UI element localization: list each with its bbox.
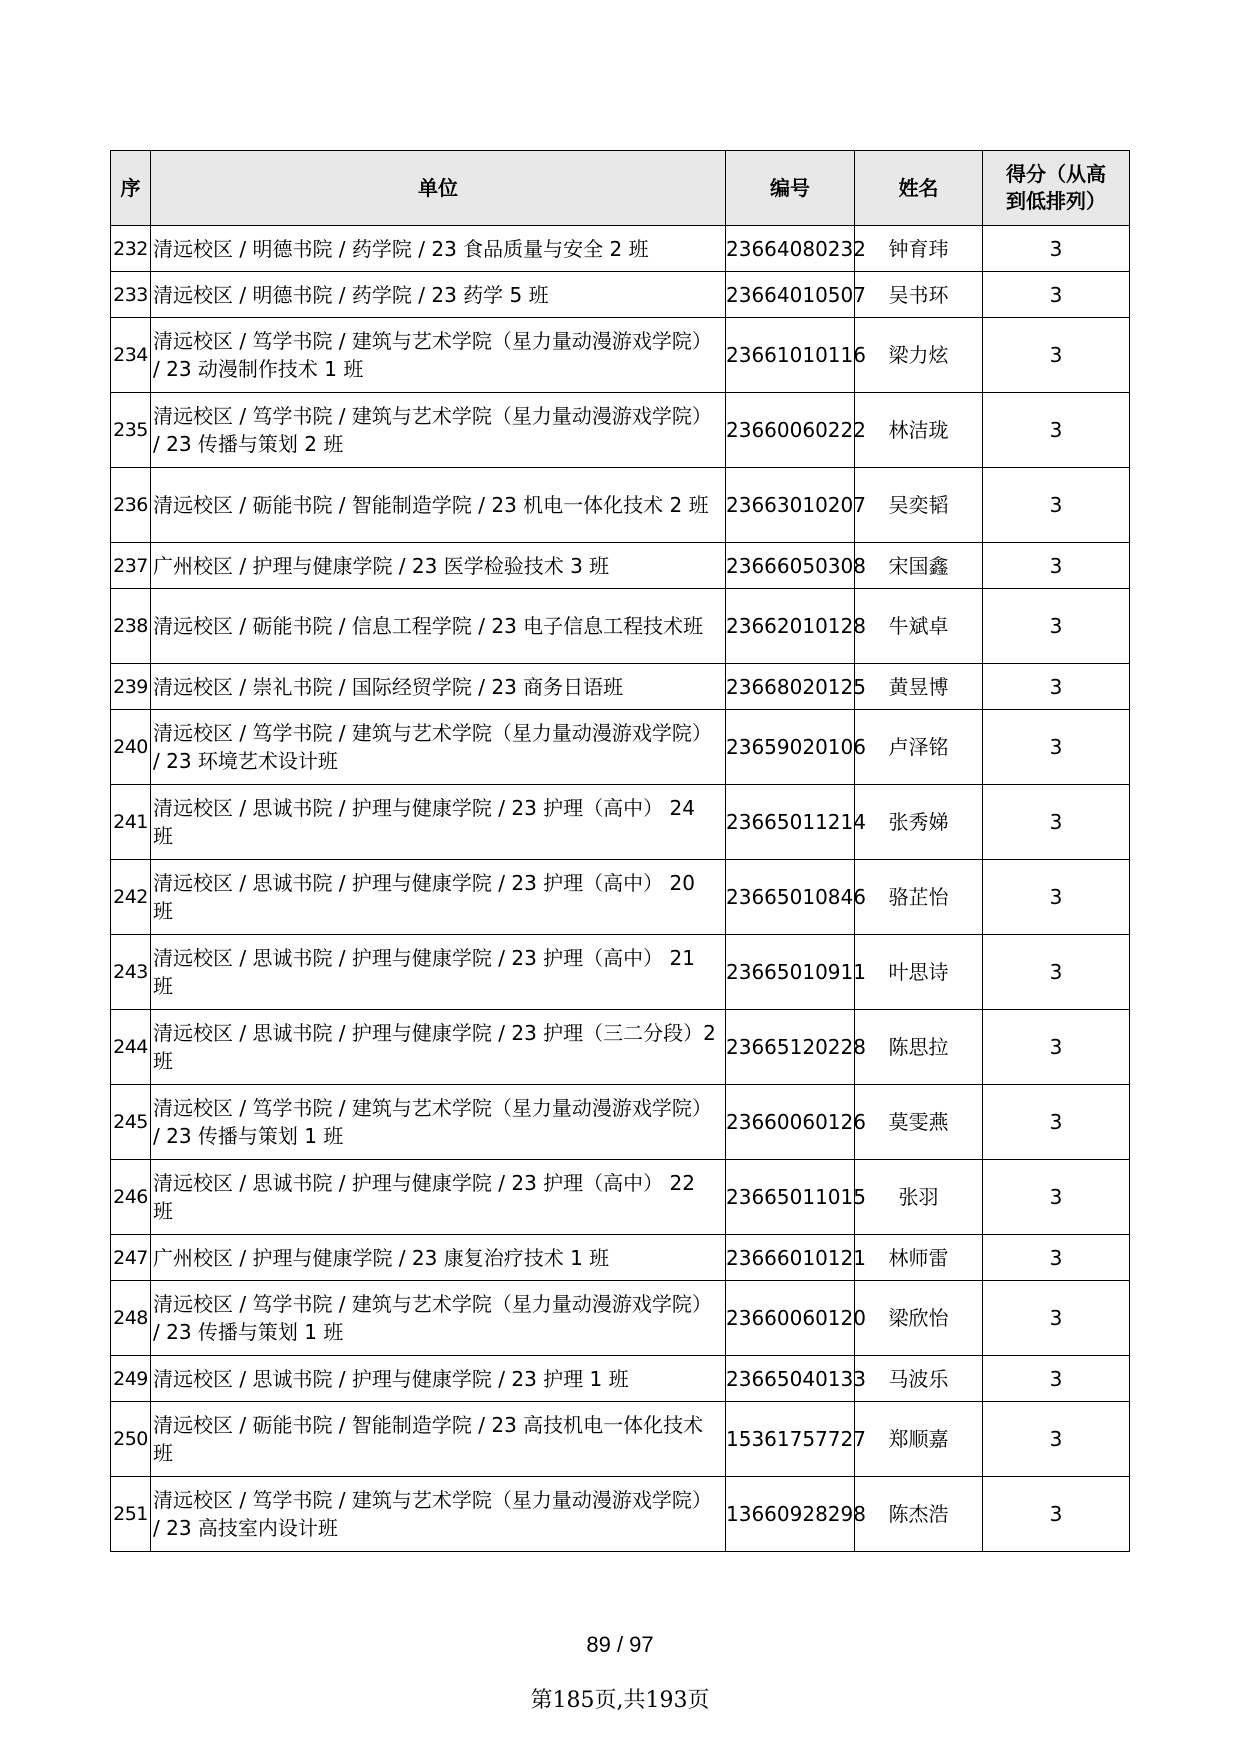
- table-row: [111, 543, 1130, 589]
- table-row: [111, 589, 1130, 664]
- row-name-cell: 叶思诗: [855, 935, 983, 1010]
- row-unit-cell: 清远校区 / 明德书院 / 药学院 / 23 药学 5 班: [151, 272, 726, 318]
- row-score-cell: 3: [983, 860, 1130, 935]
- row-seq-cell: 243: [111, 935, 151, 1010]
- table-row: [111, 785, 1130, 860]
- row-score-cell: 3: [983, 1010, 1130, 1085]
- row-id-cell: 23664080232: [726, 226, 855, 272]
- row-seq-cell: 247: [111, 1235, 151, 1281]
- row-id-cell: 23665010911: [726, 935, 855, 1010]
- row-score-cell: 3: [983, 1085, 1130, 1160]
- row-seq-cell: 249: [111, 1356, 151, 1402]
- row-name-cell: 梁力炫: [855, 318, 983, 393]
- row-id-cell: 23660060126: [726, 1085, 855, 1160]
- row-id-cell: 23659020106: [726, 710, 855, 785]
- row-id-cell: 23660060120: [726, 1281, 855, 1356]
- row-seq-cell: 248: [111, 1281, 151, 1356]
- page-number: 89 / 97: [586, 1632, 654, 1657]
- ranking-table: [110, 150, 1130, 1552]
- row-unit-cell: 清远校区 / 砺能书院 / 智能制造学院 / 23 机电一体化技术 2 班: [151, 468, 726, 543]
- row-score-cell: 3: [983, 318, 1130, 393]
- row-unit-cell: 清远校区 / 思诚书院 / 护理与健康学院 / 23 护理（高中） 21 班: [151, 935, 726, 1010]
- table-row: [111, 393, 1130, 468]
- table-row: [111, 1281, 1130, 1356]
- row-seq-cell: 240: [111, 710, 151, 785]
- row-score-cell: 3: [983, 543, 1130, 589]
- row-unit-cell: 清远校区 / 笃学书院 / 建筑与艺术学院（星力量动漫游戏学院） / 23 传播与策划 1 班: [151, 1085, 726, 1160]
- row-name-cell: 林洁珑: [855, 393, 983, 468]
- page-of-total: 第185页,共193页: [530, 1688, 710, 1713]
- row-score-cell: 3: [983, 710, 1130, 785]
- row-seq-cell: 245: [111, 1085, 151, 1160]
- header-name: 姓名: [855, 151, 983, 226]
- row-seq-cell: 236: [111, 468, 151, 543]
- table-body: [111, 226, 1130, 1552]
- row-unit-cell: 清远校区 / 笃学书院 / 建筑与艺术学院（星力量动漫游戏学院） / 23 传播与策划 1 班: [151, 1281, 726, 1356]
- row-score-cell: 3: [983, 272, 1130, 318]
- row-unit-cell: 清远校区 / 明德书院 / 药学院 / 23 食品质量与安全 2 班: [151, 226, 726, 272]
- row-unit-cell: 清远校区 / 笃学书院 / 建筑与艺术学院（星力量动漫游戏学院） / 23 传播与策划 2 班: [151, 393, 726, 468]
- row-score-cell: 3: [983, 1402, 1130, 1477]
- row-seq-cell: 242: [111, 860, 151, 935]
- row-id-cell: 15361757727: [726, 1402, 855, 1477]
- row-score-cell: 3: [983, 1281, 1130, 1356]
- row-seq-cell: 250: [111, 1402, 151, 1477]
- row-seq-cell: 232: [111, 226, 151, 272]
- row-score-cell: 3: [983, 1356, 1130, 1402]
- row-unit-cell: 清远校区 / 砺能书院 / 信息工程学院 / 23 电子信息工程技术班: [151, 589, 726, 664]
- row-unit-cell: 清远校区 / 思诚书院 / 护理与健康学院 / 23 护理（高中） 24 班: [151, 785, 726, 860]
- row-id-cell: 23666050308: [726, 543, 855, 589]
- table-row: [111, 664, 1130, 710]
- row-id-cell: 23665011214: [726, 785, 855, 860]
- table-row: [111, 1235, 1130, 1281]
- table-row: [111, 1402, 1130, 1477]
- row-id-cell: 23663010207: [726, 468, 855, 543]
- row-unit-cell: 清远校区 / 思诚书院 / 护理与健康学院 / 23 护理（三二分段）2 班: [151, 1010, 726, 1085]
- row-id-cell: 23665120228: [726, 1010, 855, 1085]
- row-seq-cell: 235: [111, 393, 151, 468]
- row-name-cell: 黄昱博: [855, 664, 983, 710]
- row-score-cell: 3: [983, 468, 1130, 543]
- table-row: [111, 226, 1130, 272]
- row-id-cell: 23661010116: [726, 318, 855, 393]
- row-seq-cell: 246: [111, 1160, 151, 1235]
- row-seq-cell: 237: [111, 543, 151, 589]
- row-name-cell: 陈思拉: [855, 1010, 983, 1085]
- row-name-cell: 宋国鑫: [855, 543, 983, 589]
- row-seq-cell: 241: [111, 785, 151, 860]
- table-row: [111, 1356, 1130, 1402]
- table-row: [111, 272, 1130, 318]
- table-row: [111, 1160, 1130, 1235]
- row-name-cell: 吴奕韬: [855, 468, 983, 543]
- table-row: [111, 710, 1130, 785]
- row-id-cell: 23666010121: [726, 1235, 855, 1281]
- row-unit-cell: 清远校区 / 思诚书院 / 护理与健康学院 / 23 护理（高中） 20 班: [151, 860, 726, 935]
- row-id-cell: 23665040133: [726, 1356, 855, 1402]
- row-score-cell: 3: [983, 935, 1130, 1010]
- row-name-cell: 钟育玮: [855, 226, 983, 272]
- row-unit-cell: 清远校区 / 思诚书院 / 护理与健康学院 / 23 护理（高中） 22 班: [151, 1160, 726, 1235]
- row-unit-cell: 广州校区 / 护理与健康学院 / 23 医学检验技术 3 班: [151, 543, 726, 589]
- row-name-cell: 马波乐: [855, 1356, 983, 1402]
- table-row: [111, 1010, 1130, 1085]
- row-id-cell: 23665011015: [726, 1160, 855, 1235]
- row-score-cell: 3: [983, 1235, 1130, 1281]
- row-unit-cell: 清远校区 / 笃学书院 / 建筑与艺术学院（星力量动漫游戏学院） / 23 高技室内设计班: [151, 1477, 726, 1552]
- row-unit-cell: 清远校区 / 笃学书院 / 建筑与艺术学院（星力量动漫游戏学院） / 23 环境艺术设计班: [151, 710, 726, 785]
- row-name-cell: 林师雷: [855, 1235, 983, 1281]
- row-unit-cell: 清远校区 / 崇礼书院 / 国际经贸学院 / 23 商务日语班: [151, 664, 726, 710]
- row-seq-cell: 234: [111, 318, 151, 393]
- row-id-cell: 23668020125: [726, 664, 855, 710]
- row-name-cell: 牛斌卓: [855, 589, 983, 664]
- header-unit: 单位: [151, 151, 726, 226]
- row-seq-cell: 244: [111, 1010, 151, 1085]
- table-row: [111, 935, 1130, 1010]
- row-unit-cell: 清远校区 / 砺能书院 / 智能制造学院 / 23 高技机电一体化技术班: [151, 1402, 726, 1477]
- row-seq-cell: 251: [111, 1477, 151, 1552]
- row-unit-cell: 清远校区 / 笃学书院 / 建筑与艺术学院（星力量动漫游戏学院） / 23 动漫制作技术 1 班: [151, 318, 726, 393]
- row-id-cell: 13660928298: [726, 1477, 855, 1552]
- row-unit-cell: 广州校区 / 护理与健康学院 / 23 康复治疗技术 1 班: [151, 1235, 726, 1281]
- row-score-cell: 3: [983, 1160, 1130, 1235]
- row-name-cell: 卢泽铭: [855, 710, 983, 785]
- table-row: [111, 318, 1130, 393]
- row-score-cell: 3: [983, 664, 1130, 710]
- row-score-cell: 3: [983, 589, 1130, 664]
- row-seq-cell: 238: [111, 589, 151, 664]
- table-row: [111, 860, 1130, 935]
- row-id-cell: 23662010128: [726, 589, 855, 664]
- row-unit-cell: 清远校区 / 思诚书院 / 护理与健康学院 / 23 护理 1 班: [151, 1356, 726, 1402]
- row-name-cell: 莫雯燕: [855, 1085, 983, 1160]
- row-score-cell: 3: [983, 226, 1130, 272]
- row-seq-cell: 233: [111, 272, 151, 318]
- row-id-cell: 23665010846: [726, 860, 855, 935]
- row-name-cell: 吴书环: [855, 272, 983, 318]
- row-name-cell: 郑顺嘉: [855, 1402, 983, 1477]
- row-name-cell: 梁欣怡: [855, 1281, 983, 1356]
- header-seq: 序: [111, 151, 151, 226]
- table-row: [111, 468, 1130, 543]
- row-id-cell: 23664010507: [726, 272, 855, 318]
- row-score-cell: 3: [983, 393, 1130, 468]
- row-name-cell: 张秀娣: [855, 785, 983, 860]
- table-row: [111, 1085, 1130, 1160]
- row-score-cell: 3: [983, 785, 1130, 860]
- row-name-cell: 骆芷怡: [855, 860, 983, 935]
- row-score-cell: 3: [983, 1477, 1130, 1552]
- row-name-cell: 张羽: [855, 1160, 983, 1235]
- header-score: 得分（从高到低排列）: [983, 151, 1130, 226]
- row-seq-cell: 239: [111, 664, 151, 710]
- header-id: 编号: [726, 151, 855, 226]
- table-row: [111, 1477, 1130, 1552]
- row-id-cell: 23660060222: [726, 393, 855, 468]
- table-header-row: [111, 151, 1130, 226]
- row-name-cell: 陈杰浩: [855, 1477, 983, 1552]
